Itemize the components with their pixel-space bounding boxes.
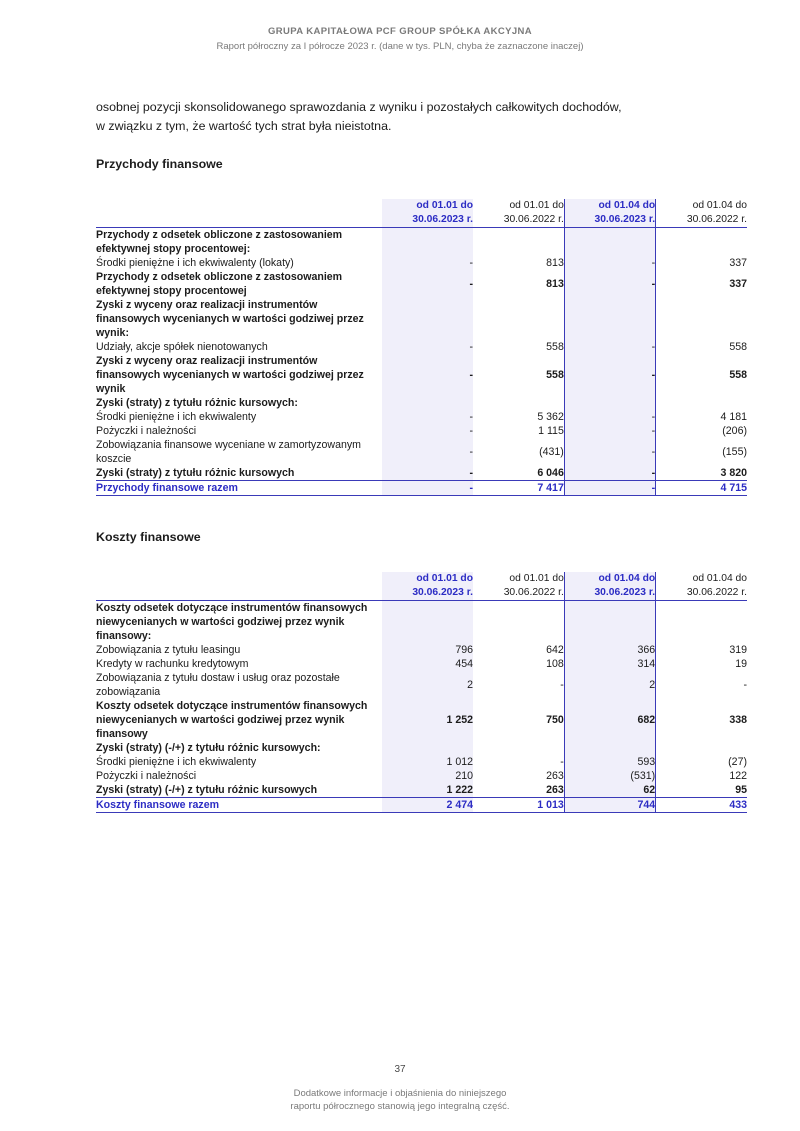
row-value-3 [564, 741, 655, 755]
intro-paragraph [96, 98, 747, 136]
row-label: Środki pieniężne i ich ekwiwalenty (lokaty) [96, 257, 294, 269]
table-row [96, 424, 747, 438]
revenue-table-wrap [96, 199, 747, 496]
row-value-1: 210 [382, 769, 473, 783]
header-col-1-line-1: od 01.01 do [416, 573, 474, 584]
row-value-4 [656, 228, 747, 257]
row-value-1 [382, 298, 473, 340]
header-blank-cell [96, 572, 382, 601]
row-value-2: 813 [546, 257, 564, 269]
row-value-3: - [564, 466, 655, 481]
intro-paragraph-line-2: w związku z tym, że wartość tych strat była nieistotna. [96, 119, 392, 133]
row-value-4: 337 [729, 257, 747, 269]
table-row [96, 699, 747, 741]
row-label: Środki pieniężne i ich ekwiwalenty [96, 411, 257, 423]
row-value-3: 62 [564, 783, 655, 798]
table-header-row [96, 572, 747, 601]
total-value-4: 433 [656, 798, 747, 813]
header-col-4-line-2: 30.06.2022 r. [686, 587, 747, 598]
row-value-3: - [564, 270, 655, 298]
row-value-3: 314 [564, 657, 655, 671]
table-total-row [96, 481, 747, 496]
row-value-3 [564, 396, 655, 410]
table-row [96, 643, 747, 657]
row-value-3: - [564, 354, 655, 396]
table-row [96, 741, 747, 755]
header-col-2-line-1: od 01.01 do [509, 573, 564, 584]
row-label: Koszty odsetek dotyczące instrumentów finansowych niewycenianych w wartości godziwej przez wynik finansowy [96, 700, 368, 740]
row-value-4: (206) [722, 425, 747, 437]
row-value-1: - [382, 424, 473, 438]
row-value-2: - [560, 679, 564, 691]
row-value-2 [473, 601, 564, 644]
header-col-1-line-1: od 01.01 do [416, 200, 474, 211]
row-value-4: 95 [735, 784, 747, 796]
row-value-2 [473, 228, 564, 257]
revenue-table-foot [96, 481, 747, 496]
header-col-1 [382, 572, 473, 601]
header-company-name: GRUPA KAPITAŁOWA PCF GROUP SPÓŁKA AKCYJNA [267, 26, 533, 37]
row-label: Przychody z odsetek obliczone z zastosowaniem efektywnej stopy procentowej [96, 271, 343, 297]
row-value-1: - [382, 438, 473, 466]
row-value-3 [564, 601, 655, 644]
row-value-2: 813 [546, 278, 564, 290]
row-value-3: - [564, 438, 655, 466]
intro-paragraph-line-1: osobnej pozycji skonsolidowanego sprawozdania z wyniku i pozostałych całkowitych dochodów, [96, 100, 622, 114]
header-blank-cell [96, 199, 382, 228]
row-value-1: 1 252 [382, 699, 473, 741]
table-row [96, 298, 747, 340]
total-value-2: 7 417 [473, 481, 564, 496]
row-value-2 [473, 741, 564, 755]
row-value-1: - [382, 256, 473, 270]
header-col-1 [382, 199, 473, 228]
total-value-3: - [564, 481, 655, 496]
table-total-row [96, 798, 747, 813]
footer-note-line-1: Dodatkowe informacje i objaśnienia do niniejszego [293, 1088, 507, 1099]
header-col-4-line-1: od 01.04 do [692, 200, 747, 211]
header-col-3 [564, 572, 655, 601]
row-value-2 [473, 298, 564, 340]
row-value-3: 366 [564, 643, 655, 657]
row-value-1: - [382, 354, 473, 396]
row-label: Pożyczki i należności [96, 770, 197, 782]
row-value-2: 263 [546, 784, 564, 796]
row-value-4: (155) [722, 446, 747, 458]
total-label: Koszty finansowe razem [96, 798, 382, 813]
row-value-3: 682 [564, 699, 655, 741]
header-col-3-line-1: od 01.04 do [598, 573, 656, 584]
row-label: Udziały, akcje spółek nienotowanych [96, 341, 268, 353]
table-row [96, 410, 747, 424]
row-label: Pożyczki i należności [96, 425, 197, 437]
financial-revenue-table [96, 199, 747, 496]
row-value-1: 454 [382, 657, 473, 671]
table-row [96, 438, 747, 466]
header-report-subtitle: Raport półroczny za I półrocze 2023 r. (dane w tys. PLN, chyba że zaznaczone inaczej) [216, 41, 584, 52]
row-value-2: - [560, 756, 564, 768]
costs-table-foot [96, 798, 747, 813]
row-value-4 [656, 298, 747, 340]
section-title-revenue: Przychody finansowe [96, 157, 223, 171]
row-label: Zobowiązania z tytułu dostaw i usług oraz pozostałe zobowiązania [96, 672, 340, 698]
row-value-2: (431) [539, 446, 564, 458]
table-row [96, 466, 747, 481]
row-value-4 [656, 741, 747, 755]
row-label: Zyski z wyceny oraz realizacji instrumentów finansowych wycenianych w wartości godziwej przez wynik [96, 355, 364, 395]
total-value-1: 2 474 [382, 798, 473, 813]
table-row [96, 228, 747, 257]
row-label: Zyski (straty) z tytułu różnic kursowych: [96, 397, 298, 409]
footer-note-line-2: raportu półrocznego stanowią jego integralną część. [290, 1101, 510, 1112]
row-value-4: - [743, 679, 747, 691]
row-value-2: 558 [546, 341, 564, 353]
row-value-4: 558 [729, 341, 747, 353]
table-row [96, 671, 747, 699]
header-col-2 [473, 199, 564, 228]
row-value-4: 122 [729, 770, 747, 782]
row-value-3: - [564, 256, 655, 270]
row-value-4 [656, 601, 747, 644]
row-value-3 [564, 228, 655, 257]
header-col-2-line-2: 30.06.2022 r. [503, 214, 564, 225]
header-col-2-line-1: od 01.01 do [509, 200, 564, 211]
row-value-1: - [382, 410, 473, 424]
row-value-4 [656, 396, 747, 410]
header-col-1-line-2: 30.06.2023 r. [412, 587, 474, 598]
table-row [96, 657, 747, 671]
row-value-4: 558 [729, 369, 747, 381]
row-value-3: 593 [564, 755, 655, 769]
row-value-4: 337 [729, 278, 747, 290]
total-value-2: 1 013 [473, 798, 564, 813]
row-value-3: 2 [564, 671, 655, 699]
total-value-3: 744 [564, 798, 655, 813]
row-value-1 [382, 396, 473, 410]
page-number: 37 [394, 1064, 406, 1075]
row-value-1: - [382, 466, 473, 481]
row-label: Zyski (straty) (-/+) z tytułu różnic kursowych [96, 784, 318, 796]
row-value-1: 1 222 [382, 783, 473, 798]
row-value-2: 5 362 [537, 411, 564, 423]
header-col-4 [656, 572, 747, 601]
total-value-1: - [382, 481, 473, 496]
row-label: Zyski (straty) z tytułu różnic kursowych [96, 467, 295, 479]
document-footer [0, 1064, 800, 1113]
row-value-3 [564, 298, 655, 340]
row-value-4: (27) [728, 756, 747, 768]
footer-note [0, 1087, 800, 1113]
header-col-3-line-1: od 01.04 do [598, 200, 656, 211]
row-label: Zobowiązania z tytułu leasingu [96, 644, 241, 656]
row-value-1: 796 [382, 643, 473, 657]
table-row [96, 340, 747, 354]
row-value-2: 263 [546, 770, 564, 782]
row-value-2: 558 [546, 369, 564, 381]
row-value-1: 2 [382, 671, 473, 699]
row-label: Zyski (straty) (-/+) z tytułu różnic kursowych: [96, 742, 321, 754]
header-col-3-line-2: 30.06.2023 r. [594, 214, 656, 225]
row-value-2: 1 115 [538, 425, 564, 437]
row-value-4: 3 820 [720, 467, 747, 479]
table-row [96, 769, 747, 783]
document-header [0, 0, 800, 52]
table-row [96, 396, 747, 410]
table-row [96, 270, 747, 298]
row-value-4: 338 [729, 714, 747, 726]
row-value-3: - [564, 410, 655, 424]
row-label: Przychody z odsetek obliczone z zastosowaniem efektywnej stopy procentowej: [96, 229, 343, 255]
row-value-1 [382, 228, 473, 257]
row-value-2 [473, 396, 564, 410]
row-value-1: - [382, 270, 473, 298]
financial-costs-table [96, 572, 747, 813]
row-label: Zyski z wyceny oraz realizacji instrumentów finansowych wycenianych w wartości godziwej przez wynik: [96, 299, 364, 339]
header-col-4 [656, 199, 747, 228]
header-col-4-line-1: od 01.04 do [692, 573, 747, 584]
row-value-3: (531) [564, 769, 655, 783]
row-value-3: - [564, 340, 655, 354]
row-label: Kredyty w rachunku kredytowym [96, 658, 249, 670]
row-value-4: 319 [729, 644, 747, 656]
table-row [96, 601, 747, 644]
row-value-4: 19 [735, 658, 747, 670]
costs-table-wrap [96, 572, 747, 813]
table-header-row [96, 199, 747, 228]
row-value-3: - [564, 424, 655, 438]
row-label: Koszty odsetek dotyczące instrumentów finansowych niewycenianych w wartości godziwej przez wynik finansowy: [96, 602, 368, 642]
header-col-1-line-2: 30.06.2023 r. [412, 214, 474, 225]
row-value-2: 750 [546, 714, 564, 726]
row-value-4: 4 181 [720, 411, 747, 423]
row-value-2: 108 [546, 658, 564, 670]
row-label: Zobowiązania finansowe wyceniane w zamortyzowanym koszcie [96, 439, 361, 465]
table-row [96, 256, 747, 270]
row-value-1: 1 012 [382, 755, 473, 769]
section-title-costs: Koszty finansowe [96, 530, 201, 544]
document-content [0, 98, 800, 813]
header-col-2 [473, 572, 564, 601]
table-row [96, 755, 747, 769]
table-row [96, 354, 747, 396]
row-value-1 [382, 601, 473, 644]
header-col-3 [564, 199, 655, 228]
row-value-2: 642 [546, 644, 564, 656]
row-label: Środki pieniężne i ich ekwiwalenty [96, 756, 257, 768]
header-col-2-line-2: 30.06.2022 r. [503, 587, 564, 598]
header-col-4-line-2: 30.06.2022 r. [686, 214, 747, 225]
row-value-1: - [382, 340, 473, 354]
table-row [96, 783, 747, 798]
total-value-4: 4 715 [656, 481, 747, 496]
row-value-1 [382, 741, 473, 755]
row-value-2: 6 046 [537, 467, 564, 479]
total-label: Przychody finansowe razem [96, 481, 382, 496]
revenue-table-body [96, 228, 747, 481]
costs-table-body [96, 601, 747, 798]
header-col-3-line-2: 30.06.2023 r. [594, 587, 656, 598]
